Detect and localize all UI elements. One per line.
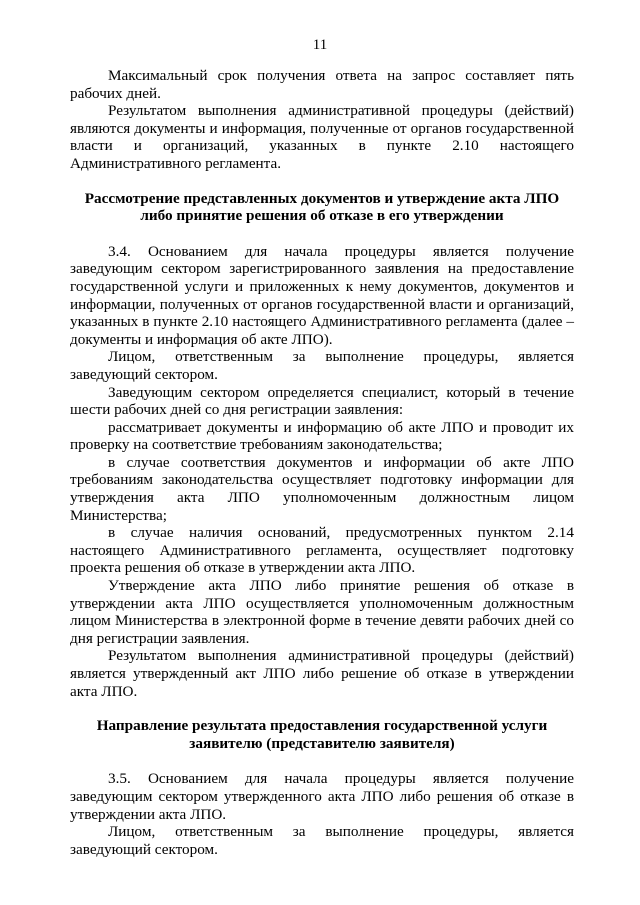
paragraph: Заведующим сектором определяется специалист, который в течение шести рабочих дней со дня регистрации заявления: xyxy=(70,383,574,419)
paragraph: в случае соответствия документов и информации об акте ЛПО требованиям законодательства осуществляет подготовку информации для утверждения акта ЛПО уполномоченным должностным лицом Министерства; xyxy=(70,453,574,524)
paragraph: Результатом выполнения административной процедуры (действий) являются документы и информация, полученные от органов государственной власти и организаций, указанных в пункте 2.10 настоящего Административного регламента. xyxy=(70,102,574,172)
paragraph: Результатом выполнения административной процедуры (действий) является утвержденный акт ЛПО либо решение об отказе в утверждении акта ЛПО. xyxy=(70,647,574,700)
paragraph: в случае наличия оснований, предусмотренных пунктом 2.14 настоящего Административного регламента, осуществляет подготовку проекта решения об отказе в утверждении акта ЛПО. xyxy=(70,524,574,577)
paragraph: рассматривает документы и информацию об акте ЛПО и проводит их проверку на соответствие требованиям законодательства; xyxy=(70,418,574,454)
paragraph: 3.5. Основанием для начала процедуры является получение заведующим сектором утвержденного акта ЛПО либо решения об отказе в утверждении акта ЛПО. xyxy=(70,770,574,823)
section-heading: Направление результата предоставления государственной услуги заявителю (представителю заявителя) xyxy=(96,717,548,752)
paragraph: 3.4. Основанием для начала процедуры является получение заведующим сектором зарегистрированного заявления на предоставление государственной услуги и приложенных к нему документов, документов и информации, полученных от органов государственной власти и организаций, указанных в пункте 2.10 настоящего Административного регламента (далее – документы и информация об акте ЛПО). xyxy=(70,242,574,348)
paragraph: Лицом, ответственным за выполнение процедуры, является заведующий сектором. xyxy=(70,823,574,858)
document-body xyxy=(70,67,574,858)
paragraph: Утверждение акта ЛПО либо принятие решения об отказе в утверждении акта ЛПО осуществляется уполномоченным должностным лицом Министерства в электронной форме в течение девяти рабочих дней со дня регистрации заявления. xyxy=(70,577,574,647)
paragraph: Максимальный срок получения ответа на запрос составляет пять рабочих дней. xyxy=(70,67,574,102)
page-number: 11 xyxy=(312,37,328,53)
paragraph: Лицом, ответственным за выполнение процедуры, является заведующий сектором. xyxy=(70,348,574,383)
section-heading: Рассмотрение представленных документов и утверждение акта ЛПО либо принятие решения об отказе в его утверждении xyxy=(84,189,560,225)
